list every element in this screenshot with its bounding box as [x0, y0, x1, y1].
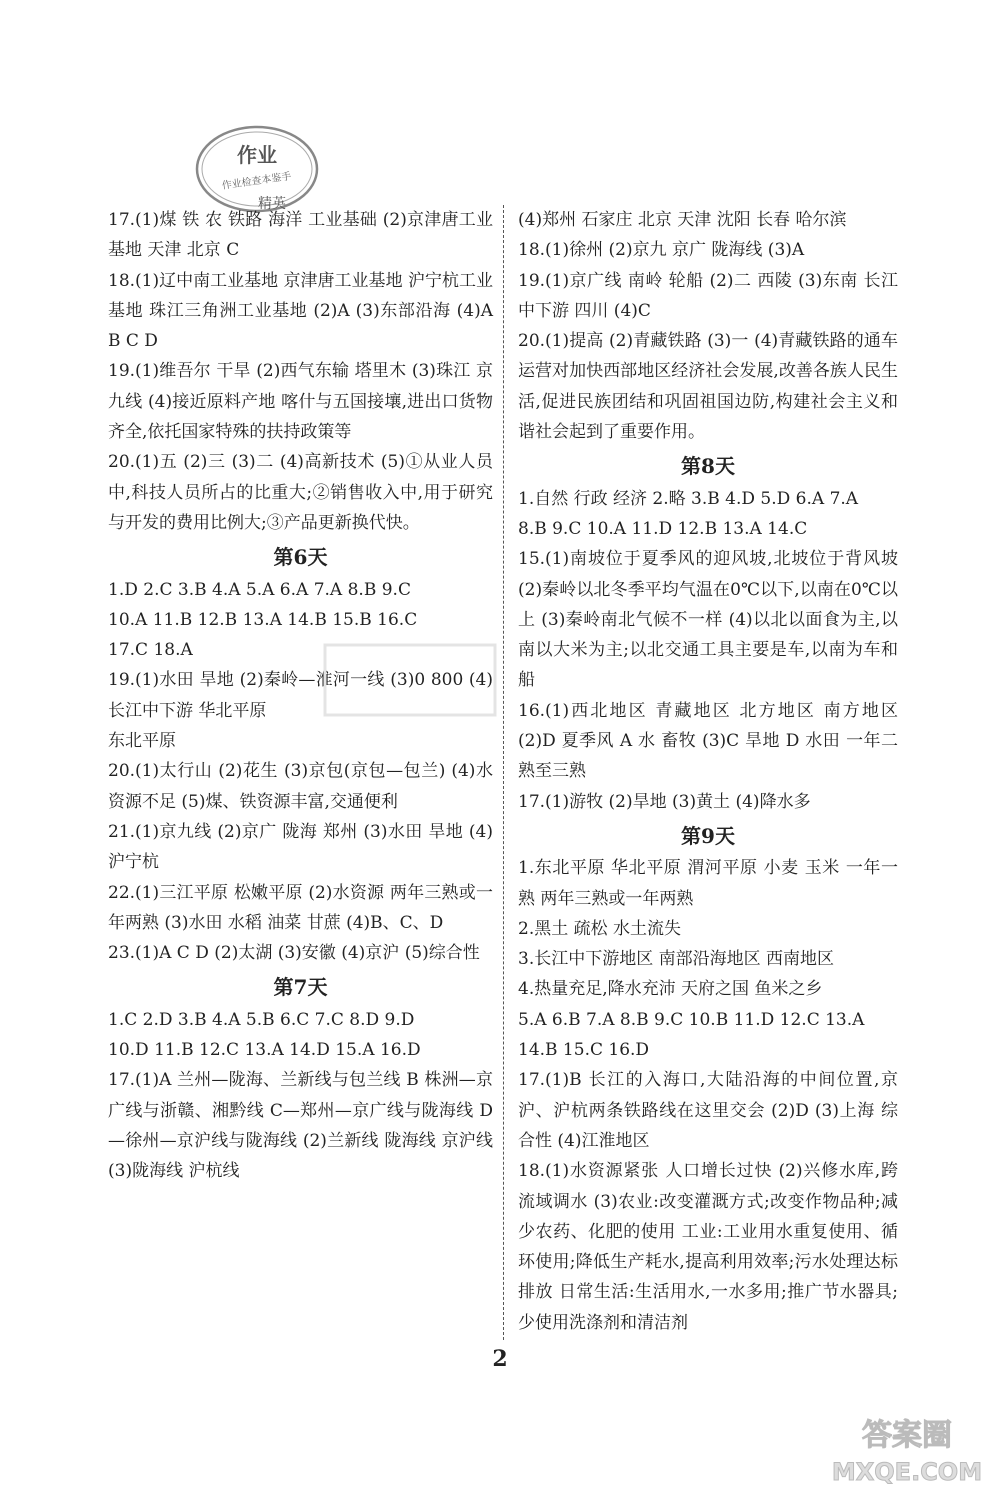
answer-paragraph: 18.(1)徐州 (2)京九 京广 陇海线 (3)A: [518, 240, 805, 261]
answer-paragraph: 东北平原: [108, 731, 176, 752]
answer-paragraph: 5.A 6.B 7.A 8.B 9.C 10.B 11.D 12.C 13.A: [518, 1009, 865, 1030]
answer-paragraph: 1.C 2.D 3.B 4.A 5.B 6.C 7.C 8.D 9.D: [108, 1009, 415, 1030]
answer-paragraph: 15.(1)南坡位于夏季风的迎风坡,北坡位于背风坡 (2)秦岭以北冬季平均气温在0℃以下,以南在0℃以上 (3)秦岭南北气候不一样 (4)以北以面食为主,以南以大米为主;以北交通工具主要是车,以南为车和船: [518, 549, 898, 691]
answer-paragraph: 23.(1)A C D (2)太湖 (3)安徽 (4)京沪 (5)综合性: [108, 943, 480, 964]
answer-paragraph: 19.(1)京广线 南岭 轮船 (2)二 西陵 (3)东南 长江中下游 四川 (4)C: [518, 270, 898, 321]
section-heading: 第6天: [273, 545, 328, 570]
answer-paragraph: 17.C 18.A: [108, 640, 193, 661]
answer-paragraph: 17.(1)B 长江的入海口,大陆沿海的中间位置,京沪、沪杭两条铁路线在这里交会 (2)D (3)上海 综合性 (4)江淮地区: [518, 1070, 898, 1151]
section-heading: 第8天: [681, 454, 735, 479]
answer-paragraph: (4)郑州 石家庄 北京 天津 沈阳 长春 哈尔滨: [518, 210, 847, 230]
answer-paragraph: 10.D 11.B 12.C 13.A 14.D 15.A 16.D: [108, 1040, 421, 1061]
answer-paragraph: 20.(1)提高 (2)青藏铁路 (3)一 (4)青藏铁路的通车运营对加快西部地区经济社会发展,改善各族人民生活,促进民族团结和巩固祖国边防,构建社会主义和谐社会起到了重要作用。: [518, 331, 898, 443]
answer-paragraph: 19.(1)水田 旱地 (2)秦岭—淮河一线 (3)0 800 (4)长江中下游 华北平原: [108, 670, 493, 721]
stamp-title: 作业: [237, 143, 277, 167]
answer-paragraph: 1.D 2.C 3.B 4.A 5.A 6.A 7.A 8.B 9.C: [108, 579, 411, 600]
stamp-signature: 精英: [258, 196, 286, 212]
homework-stamp: [192, 120, 322, 218]
answer-paragraph: 17.(1)煤 铁 农 铁路 海洋 工业基础 (2)京津唐工业基地 天津 北京 C: [108, 210, 493, 261]
answer-paragraph: 1.东北平原 华北平原 渭河平原 小麦 玉米 一年一熟 两年三熟或一年两熟: [518, 858, 898, 909]
answer-paragraph: 16.(1)西北地区 青藏地区 北方地区 南方地区 (2)D 夏季风 A 水 畜牧 (3)C 旱地 D 水田 一年二熟至三熟: [518, 700, 898, 782]
column-divider: [503, 205, 504, 1340]
answer-paragraph: 22.(1)三江平原 松嫩平原 (2)水资源 两年三熟或一年两熟 (3)水田 水稻 油菜 甘蔗 (4)B、C、D: [108, 882, 493, 933]
answer-paragraph: 20.(1)太行山 (2)花生 (3)京包(京包—包兰) (4)水资源不足 (5)煤、铁资源丰富,交通便利: [108, 761, 493, 812]
answer-paragraph: 17.(1)A 兰州—陇海、兰新线与包兰线 B 株洲—京广线与浙赣、湘黔线 C—郑州—京广线与陇海线 D—徐州—京沪线与陇海线 (2)兰新线 陇海线 京沪线 (3)陇海线 沪杭线: [108, 1070, 493, 1182]
answer-paragraph: 17.(1)游牧 (2)旱地 (3)黄土 (4)降水多: [518, 791, 811, 812]
answer-paragraph: 19.(1)维吾尔 干旱 (2)西气东输 塔里木 (3)珠江 京九线 (4)接近原料产地 喀什与五国接壤,进出口货物齐全,依托国家特殊的扶持政策等: [108, 361, 493, 443]
answer-paragraph: 1.自然 行政 经济 2.略 3.B 4.D 5.D 6.A 7.A: [518, 488, 859, 509]
answer-paragraph: 10.A 11.B 12.B 13.A 14.B 15.B 16.C: [108, 609, 418, 630]
page-number: 2: [492, 1346, 508, 1372]
watermark-url: MXQE.COM: [831, 1458, 983, 1486]
answer-paragraph: 4.热量充足,降水充沛 天府之国 鱼米之乡: [518, 979, 823, 1000]
answer-paragraph: 3.长江中下游地区 南部沿海地区 西南地区: [518, 949, 835, 970]
section-heading: 第7天: [273, 975, 328, 1000]
answer-paragraph: 14.B 15.C 16.D: [518, 1040, 650, 1061]
stamp-subtitle: 作业检查本鉴手: [221, 171, 293, 192]
left-column: [108, 205, 493, 1187]
section-heading: 第9天: [681, 823, 735, 848]
answer-paragraph: 18.(1)辽中南工业基地 京津唐工业基地 沪宁杭工业基地 珠江三角洲工业基地 (2)A (3)东部沿海 (4)A B C D: [108, 270, 493, 352]
answer-paragraph: 2.黑土 疏松 水土流失: [518, 918, 682, 939]
answer-paragraph: 18.(1)水资源紧张 人口增长过快 (2)兴修水库,跨流域调水 (3)农业:改变灌溉方式;改变作物品种;减少农药、化肥的使用 工业:工业用水重复使用、循环使用;降低生产耗水,提高利用效率;污水处理达标排放 日常生活:生活用水,一水多用;推广节水器具;少使用洗涤剂和清洁剂: [518, 1161, 898, 1333]
answer-paragraph: 21.(1)京九线 (2)京广 陇海 郑州 (3)水田 旱地 (4)沪宁杭: [108, 821, 493, 873]
right-column: [518, 205, 898, 1338]
answer-paragraph: 20.(1)五 (2)三 (3)二 (4)高新技术 (5)①从业人员中,科技人员所占的比重大;②销售收入中,用于研究与开发的费用比例大;③产品更新换代快。: [108, 452, 493, 533]
answer-circle-watermark: [820, 1405, 995, 1490]
answer-paragraph: 8.B 9.C 10.A 11.D 12.B 13.A 14.C: [518, 518, 808, 539]
watermark-title: 答案圈: [862, 1418, 952, 1453]
